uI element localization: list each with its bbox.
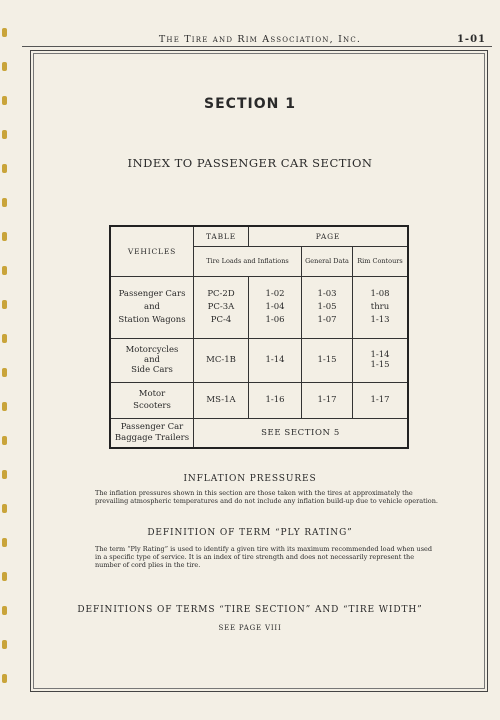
header-title: The Tire and Rim Association, Inc. bbox=[158, 34, 362, 45]
section-title: SECTION 1 bbox=[204, 96, 296, 112]
table-id-cell bbox=[194, 338, 249, 382]
vehicle-cell bbox=[110, 418, 194, 448]
see-page-note: SEE PAGE VIII bbox=[218, 624, 282, 632]
index-title: INDEX TO PASSENGER CAR SECTION bbox=[127, 156, 373, 170]
tire-loads-cell bbox=[249, 382, 302, 418]
table-id-cell bbox=[194, 276, 249, 338]
vehicle-line: Motor bbox=[138, 389, 166, 399]
inflation-text: The inflation pressures shown in this section are those taken with the tires at approximately the prevailing atmospheric temperatures and do not include any inflation build-up due to vehicle operation. bbox=[95, 489, 438, 505]
vehicle-line: Scooters bbox=[133, 401, 171, 411]
table-row bbox=[110, 418, 408, 448]
header-page: PAGE bbox=[249, 226, 409, 246]
vehicle-line: and bbox=[144, 355, 160, 365]
index-table bbox=[109, 225, 409, 449]
rim-contours-cell bbox=[353, 276, 409, 338]
general-data-cell bbox=[302, 276, 353, 338]
general-data-cell bbox=[302, 382, 353, 418]
header-table: TABLE bbox=[194, 226, 249, 246]
page-ref: 1-03 bbox=[317, 288, 337, 299]
page-ref: thru bbox=[370, 301, 390, 312]
rim-contours-cell bbox=[353, 382, 409, 418]
page-ref: 1-17 bbox=[317, 395, 337, 405]
table-id: MS-1A bbox=[206, 395, 236, 405]
vehicle-cell bbox=[110, 382, 194, 418]
table-id: PC-4 bbox=[210, 314, 232, 325]
table-id: PC-2D bbox=[207, 288, 235, 299]
page-ref: 1-08 bbox=[370, 288, 390, 299]
table-row bbox=[110, 338, 408, 382]
table-id: MC-1B bbox=[206, 355, 236, 365]
inflation-heading: INFLATION PRESSURES bbox=[183, 474, 317, 484]
vehicle-line: and bbox=[144, 301, 160, 312]
page-ref: 1-02 bbox=[265, 288, 285, 299]
page-ref: 1-13 bbox=[370, 314, 390, 325]
header-rim-contours: Rim Contours bbox=[353, 246, 409, 276]
tire-loads-cell bbox=[249, 276, 302, 338]
vehicle-cell bbox=[110, 276, 194, 338]
vehicle-line: Station Wagons bbox=[118, 314, 186, 325]
page-ref: 1-04 bbox=[265, 301, 285, 312]
page-ref: 1-06 bbox=[265, 314, 285, 325]
table-row bbox=[110, 276, 408, 338]
page-number: 1-01 bbox=[456, 34, 486, 45]
vehicle-cell bbox=[110, 338, 194, 382]
header-rule bbox=[22, 46, 492, 47]
page-ref: 1-05 bbox=[317, 301, 337, 312]
page-ref: 1-17 bbox=[370, 395, 390, 405]
table-id-cell bbox=[194, 382, 249, 418]
vehicle-line: Motorcycles bbox=[125, 345, 179, 355]
vehicle-line: Baggage Trailers bbox=[114, 432, 190, 443]
rim-contours-cell bbox=[353, 338, 409, 382]
page-ref: 1-14 bbox=[370, 350, 390, 360]
general-data-cell bbox=[302, 338, 353, 382]
table-row bbox=[110, 382, 408, 418]
table-id: PC-3A bbox=[207, 301, 235, 312]
vehicle-line: Passenger Car bbox=[120, 421, 184, 432]
definitions-heading: DEFINITIONS OF TERMS “TIRE SECTION” AND “TIRE WIDTH” bbox=[77, 605, 423, 615]
header-general-data: General Data bbox=[302, 246, 353, 276]
header-vehicles: VEHICLES bbox=[110, 226, 194, 276]
page-ref: 1-16 bbox=[265, 395, 285, 405]
vehicle-line: Passenger Cars bbox=[118, 288, 186, 299]
ply-rating-heading: DEFINITION OF TERM “PLY RATING” bbox=[147, 528, 353, 538]
page-ref: 1-15 bbox=[370, 360, 390, 370]
page-ref: 1-15 bbox=[317, 355, 337, 365]
header-tire-loads: Tire Loads and Inflations bbox=[194, 246, 302, 276]
page-ref: 1-14 bbox=[265, 355, 285, 365]
page-ref: 1-07 bbox=[317, 314, 337, 325]
ply-rating-text: The term “Ply Rating” is used to identify a given tire with its maximum recommended load when used in a specific type of service. It is an index of tire strength and does not necessarily represent the number of cord plies in the tire. bbox=[95, 545, 433, 569]
vehicle-line: Side Cars bbox=[131, 365, 173, 375]
see-section-note: SEE SECTION 5 bbox=[194, 418, 409, 448]
tire-loads-cell bbox=[249, 338, 302, 382]
